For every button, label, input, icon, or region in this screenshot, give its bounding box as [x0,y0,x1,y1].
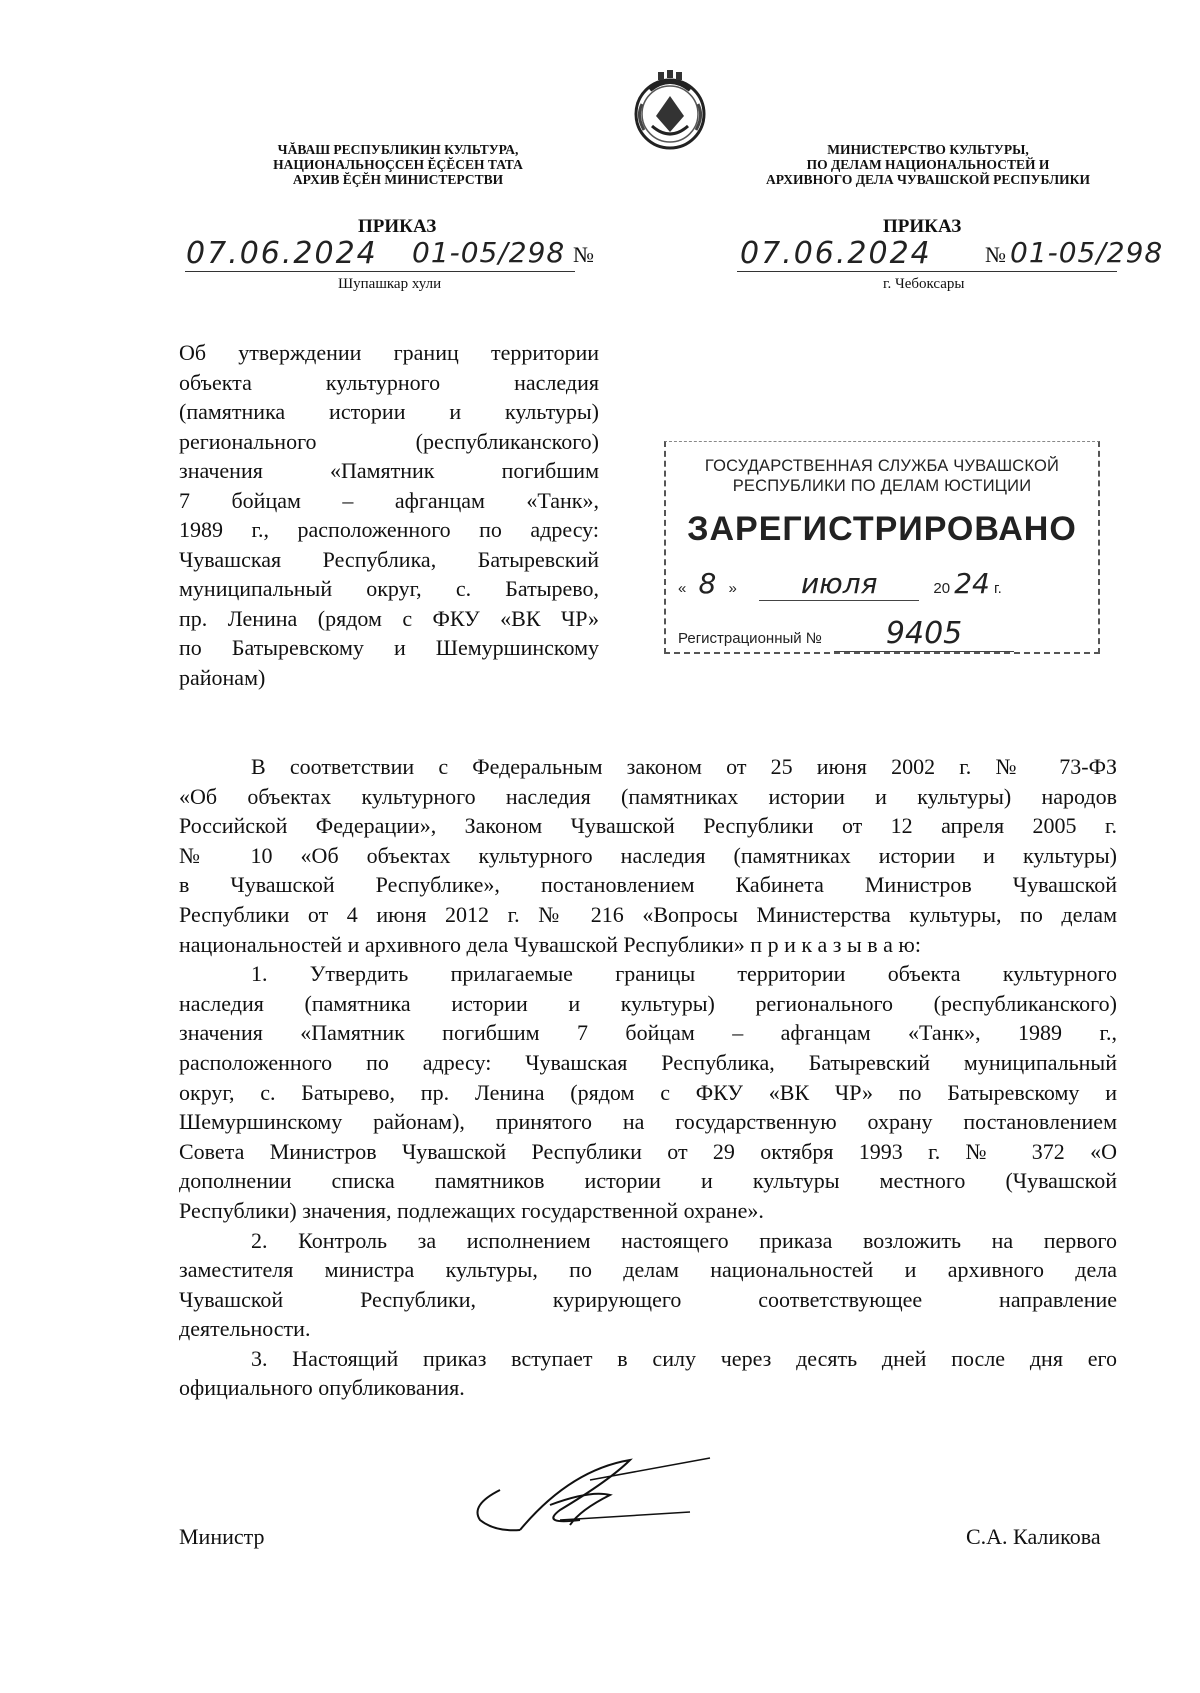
header-left-line: НАЦИОНАЛЬНОÇСЕН ĔÇĔСЕН ТАТА [273,157,523,172]
header-right-line: ПО ДЕЛАМ НАЦИОНАЛЬНОСТЕЙ И [806,157,1050,172]
stamp-registered: ЗАРЕГИСТРИРОВАНО [687,510,1077,548]
preamble-line: национальностей и архивного дела Чувашской Республики» п р и к а з ы в а ю: [179,931,921,957]
header-right [718,142,1138,187]
header-left-line: АРХИВ ĔÇĔН МИНИСТЕРСТВИ [292,172,504,187]
header-left [188,142,608,187]
item1-line: 1. Утвердить прилагаемые границы территории объекта культурного [251,961,1117,987]
order-number-right: 01-05/298 [1010,236,1164,269]
title-line: Об утверждении границ территории [179,340,599,365]
stamp-month: июля [759,567,919,601]
prikaz-label-right: ПРИКАЗ [883,216,962,237]
stamp-day: 8 [698,567,717,600]
stamp-date-row [678,567,1002,601]
header-right-line: МИНИСТЕРСТВО КУЛЬТУРЫ, [827,142,1029,157]
item1-line: Шемуршинскому районам), принятого на государственную охрану постановлением [179,1109,1117,1135]
preamble-line: Республики от 4 июня 2012 г. № 216 «Вопросы Министерства культуры, по делам [179,901,1117,927]
preamble-line: «Об объектах культурного наследия (памятниках истории и культуры) народов [179,783,1117,809]
stamp-year-suffix: 24 [954,567,990,600]
item2-line: заместителя министра культуры, по делам национальностей и архивного дела [179,1257,1117,1283]
item1-line: Совета Министров Чувашской Республики от 29 октября 1993 г. № 372 «О [179,1138,1117,1164]
prikaz-label-left: ПРИКАЗ [358,216,437,237]
stamp-reg-number: 9405 [834,616,1014,652]
item1-line: округ, с. Батырево, пр. Ленина (рядом с ФКУ «ВК ЧР» по Батыревскому и [179,1079,1117,1105]
title-line: Чувашская Республика, Батыревский [179,546,599,572]
title-line: пр. Ленина (рядом с ФКУ «ВК ЧР» [179,605,599,631]
underline-left [185,271,575,272]
item2-line: Чувашской Республики, курирующего соответствующее направление [179,1286,1117,1312]
item1-line: наследия (памятника истории и культуры) регионального (республиканского) [179,990,1117,1016]
registration-stamp [664,441,1100,654]
stamp-line: РЕСПУБЛИКИ ПО ДЕЛАМ ЮСТИЦИИ [732,477,1032,495]
title-line: (памятника истории и культуры) [179,399,599,424]
stamp-year-unit: г. [994,580,1002,597]
preamble [179,752,1117,1403]
item1-line: дополнении списка памятников истории и культуры местного (Чувашской [179,1168,1117,1194]
header-right-line: АРХИВНОГО ДЕЛА ЧУВАШСКОЙ РЕСПУБЛИКИ [766,172,1090,187]
header-left-line: ЧĂВАШ РЕСПУБЛИКИН КУЛЬТУРА, [277,142,519,157]
item1-line: Республики) значения, подлежащих государственной охране». [179,1197,764,1223]
title-line: 1989 г., расположенного по адресу: [179,517,599,542]
title-line: районам) [179,664,266,690]
signatory-name: С.А. Каликова [966,1524,1101,1549]
handwritten-signature [460,1450,720,1560]
stamp-year-prefix: 20 [933,580,951,597]
item3-line: 3. Настоящий приказ вступает в силу через десять дней после дня его [251,1345,1117,1371]
order-date-left: 07.06.2024 [186,236,378,271]
place-right: г. Чебоксары [883,276,965,292]
title-line: объекта культурного наследия [179,369,599,395]
item1-line: расположенного по адресу: Чувашская Республика, Батыревский муниципальный [179,1049,1117,1075]
number-sign-left: № [573,242,594,267]
preamble-line: № 10 «Об объектах культурного наследия (памятниках истории и культуры) [179,842,1117,868]
order-date-right: 07.06.2024 [740,236,932,271]
chuvash-emblem [628,70,712,152]
number-sign-right: № [985,242,1006,267]
order-number-left: 01-05/298 [412,236,566,269]
signatory-position: Министр [179,1524,265,1549]
item2-line: деятельности. [179,1316,311,1342]
stamp-line: ГОСУДАРСТВЕННАЯ СЛУЖБА ЧУВАШСКОЙ [704,457,1060,475]
title-line: регионального (республиканского) [179,428,599,454]
item2-line: 2. Контроль за исполнением настоящего приказа возложить на первого [251,1227,1117,1253]
place-left: Шупашкар хули [338,276,442,292]
title-line: значения «Памятник погибшим [179,458,599,483]
stamp-authority [676,456,1088,496]
item1-line: значения «Памятник погибшим 7 бойцам – афганцам «Танк», 1989 г., [179,1020,1117,1046]
stamp-reg-label: Регистрационный № [678,630,822,647]
stamp-reg-row [678,616,1014,652]
title-line: муниципальный округ, с. Батырево, [179,576,599,601]
stamp-open-quote: « [678,580,687,597]
order-title [179,338,599,692]
title-line: 7 бойцам – афганцам «Танк», [179,487,599,513]
title-line: по Батыревскому и Шемуршинскому [179,635,599,660]
preamble-line: в Чувашской Республике», постановлением Кабинета Министров Чувашской [179,872,1117,898]
underline-right [737,271,1117,272]
item3-line: официального опубликования. [179,1375,465,1401]
preamble-line: Российской Федерации», Законом Чувашской Республики от 12 апреля 2005 г. [179,813,1117,839]
preamble-line: В соответствии с Федеральным законом от 25 июня 2002 г. № 73-ФЗ [251,754,1117,779]
stamp-close-quote: » [728,580,737,597]
